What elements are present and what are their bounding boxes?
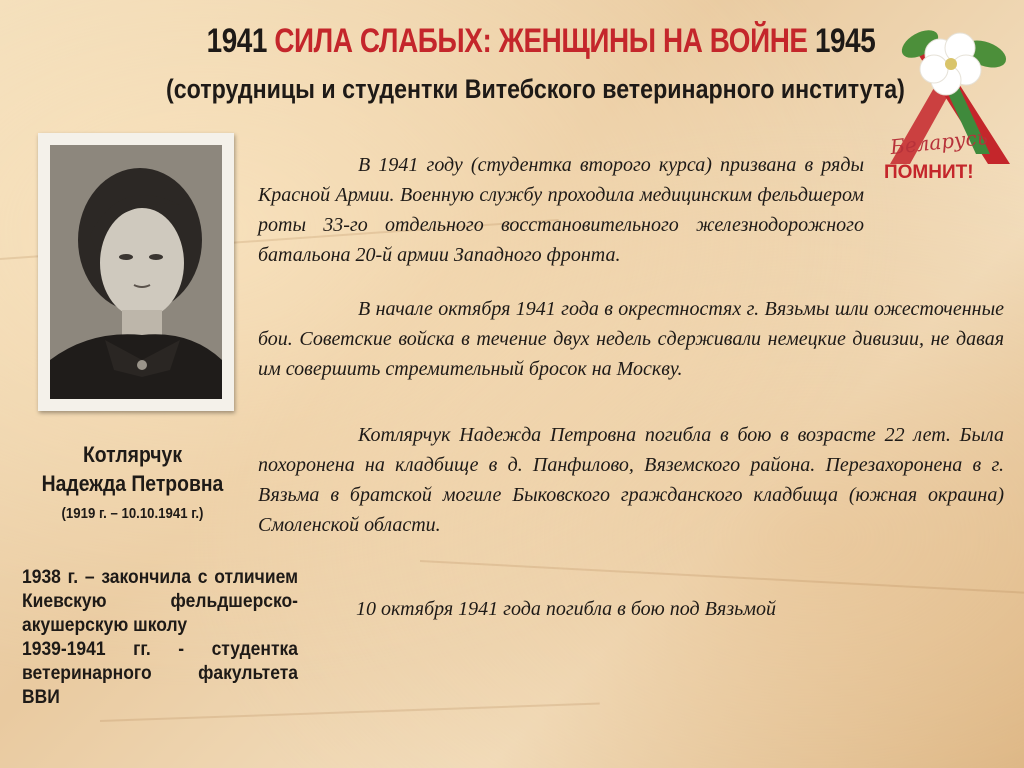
paragraph-date-of-death: 10 октября 1941 года погибла в бою под Вязьмой [356, 598, 777, 620]
title-year-end: 1945 [814, 22, 876, 60]
biography-block [22, 566, 298, 710]
paragraph-conscription: В 1941 году (студентка второго курса) призвана в ряды Красной Армии. Военную службу проходила медицинским фельдшером роты 33-го отдельного восстановительного железнодорожного батальона 20-й армии Западного фронта. [258, 154, 864, 266]
title-main: СИЛА СЛАБЫХ: ЖЕНЩИНЫ НА ВОЙНЕ [274, 22, 808, 60]
person-life-dates: (1919 г. – 10.10.1941 г.) [61, 505, 204, 522]
paragraph-death-burial: Котлярчук Надежда Петровна погибла в бою в возрасте 22 лет. Была похоронена на кладбище в д. Панфилово, Вяземского района. Перезахоронена в г. Вязьма в братской могиле Быковского гражданского кладбища (южная окраина) Смоленской области. [258, 424, 1004, 536]
bio-line-education: 1938 г. – закончила с отличием Киевскую фельдшерско-акушерскую школу [22, 567, 298, 636]
person-name [34, 440, 232, 498]
paper-crease [420, 560, 1024, 594]
portrait-illustration [50, 145, 222, 399]
bio-line-student: 1939-1941 гг. - студентка ветеринарного факультета ВВИ [22, 639, 298, 708]
page-subtitle: (сотрудницы и студентки Витебского ветеринарного института) [166, 74, 905, 104]
person-surname: Котлярчук [82, 442, 183, 467]
person-given-names: Надежда Петровна [41, 471, 224, 496]
paragraph-vyazma-battles: В начале октября 1941 года в окрестностях г. Вязьмы шли ожесточенные бои. Советские войска в течение двух недель сдерживали немецкие дивизии, не давая им совершить стремительный бросок на Москву. [258, 298, 1004, 380]
logo-text-belarus: Беларусь [889, 124, 989, 160]
title-year-start: 1941 [206, 22, 267, 60]
portrait-photo [50, 145, 222, 399]
page-title [206, 22, 876, 61]
portrait-frame [38, 133, 234, 411]
logo-text-remembers: ПОМНИТ! [884, 162, 974, 183]
